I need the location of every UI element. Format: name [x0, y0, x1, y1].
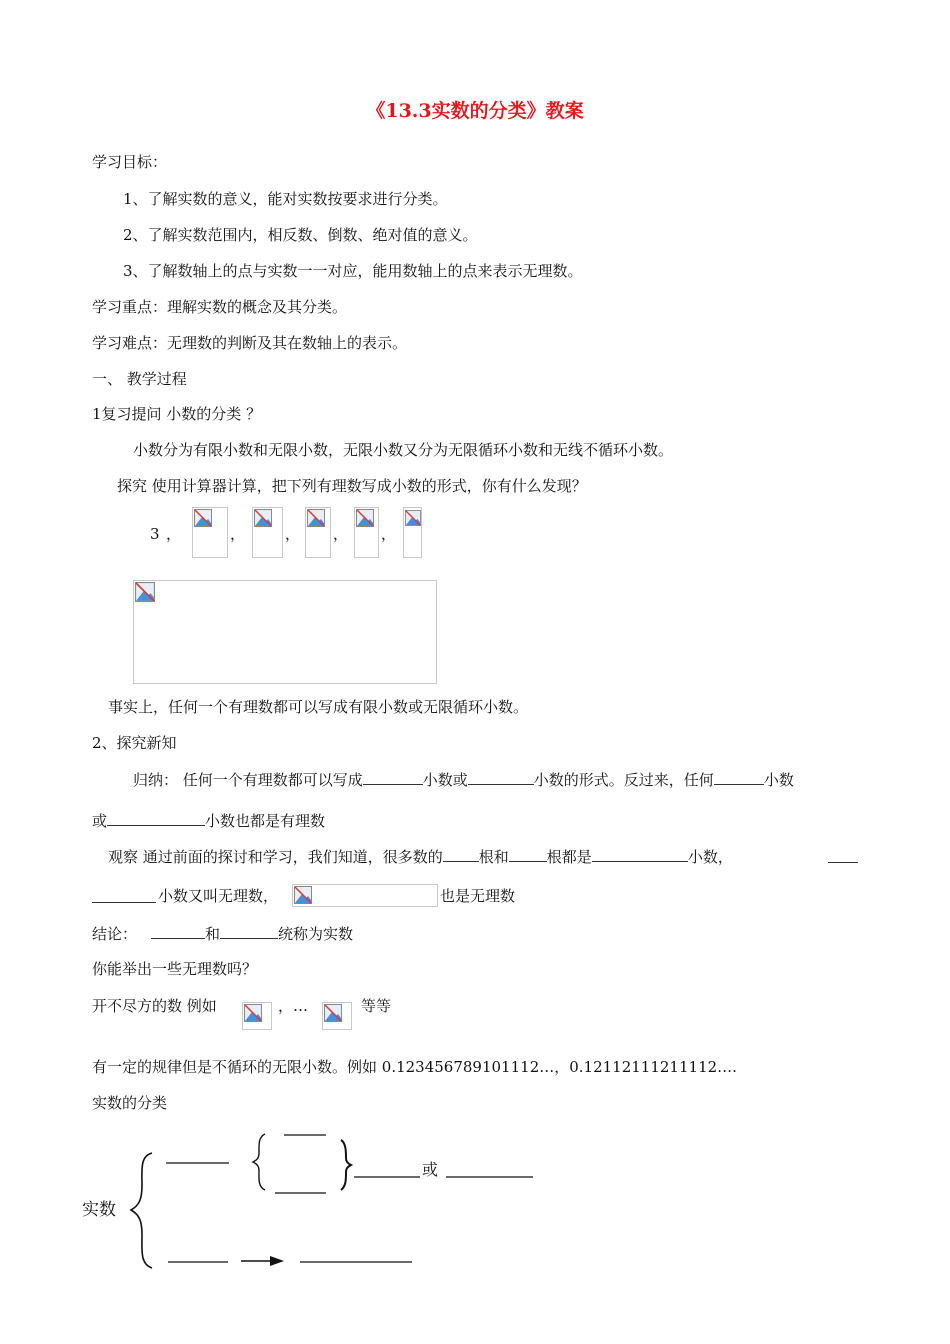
objective-item: 3、了解数轴上的点与实数一一对应，能用数轴上的点来表示无理数。 — [123, 262, 583, 280]
conclusion-text: 和 — [205, 925, 221, 943]
classification-heading: 实数的分类 — [92, 1094, 168, 1112]
review-heading: 1复习提问 小数的分类 ？ — [92, 405, 262, 423]
comma: ， — [230, 525, 246, 543]
question: 你能举出一些无理数吗？ — [92, 960, 258, 978]
example1-text: 等等 — [361, 997, 392, 1015]
section-heading-2: 2、探究新知 — [92, 734, 177, 752]
observe-text: 根和 — [478, 848, 509, 866]
inner-right-brace — [341, 1140, 351, 1190]
objective-item: 1、了解实数的意义，能对实数按要求进行分类。 — [123, 190, 448, 208]
comma: ， — [166, 525, 182, 543]
observe-text: 也是无理数 — [440, 887, 516, 905]
observe-text: 观察 通过前面的探讨和学习，我们知道，很多数的 — [108, 848, 443, 866]
example1-text: ，… — [278, 997, 309, 1015]
comma: ， — [285, 525, 301, 543]
induction-text: 或 — [92, 812, 108, 830]
induction-text: 小数或 — [422, 771, 468, 789]
comma: ， — [333, 525, 349, 543]
section-heading-1: 一、 教学过程 — [92, 370, 187, 388]
comma: ， — [381, 525, 397, 543]
conclusion-text: 统称为实数 — [278, 925, 354, 943]
number-three: 3 — [150, 525, 160, 543]
left-brace — [131, 1153, 152, 1268]
arrow-head-icon — [270, 1256, 284, 1266]
review-text: 小数分为有限小数和无限小数，无限小数又分为无限循环小数和无线不循环小数。 — [133, 441, 674, 459]
explore-text: 探究 使用计算器计算，把下列有理数写成小数的形式，你有什么发现？ — [117, 477, 587, 495]
example1-text: 开不尽方的数 例如 — [92, 997, 217, 1015]
objective-item: 2、了解实数范围内，相反数、倒数、绝对值的意义。 — [123, 226, 478, 244]
objectives-heading: 学习目标： — [92, 153, 168, 171]
fact-text: 事实上，任何一个有理数都可以写成有限小数或无限循环小数。 — [108, 698, 529, 716]
observe-text: 小数又叫无理数， — [158, 887, 279, 905]
induction-text: 小数也都是有理数 — [205, 812, 326, 830]
induction-text: 小数的形式。反过来，任何 — [533, 771, 714, 789]
difficulty: 学习难点：无理数的判断及其在数轴上的表示。 — [92, 334, 408, 352]
induction-text: 小数 — [763, 771, 794, 789]
conclusion-text: 结论： — [92, 925, 138, 943]
observe-text: 小数， — [687, 848, 733, 866]
induction-text: 归纳： 任何一个有理数都可以写成 — [133, 771, 363, 789]
key-point: 学习重点：理解实数的概念及其分类。 — [92, 298, 348, 316]
inner-left-brace — [253, 1134, 265, 1190]
diagram-or-label: 或 — [422, 1160, 439, 1179]
observe-text: 根都是 — [546, 848, 592, 866]
page-title: 《13.3实数的分类》教案 — [366, 100, 584, 122]
diagram-root-label: 实数 — [82, 1200, 116, 1220]
example2-text: 有一定的规律但是不循环的无限小数。例如 0.123456789101112…，0.12112111211112…. — [92, 1058, 737, 1076]
